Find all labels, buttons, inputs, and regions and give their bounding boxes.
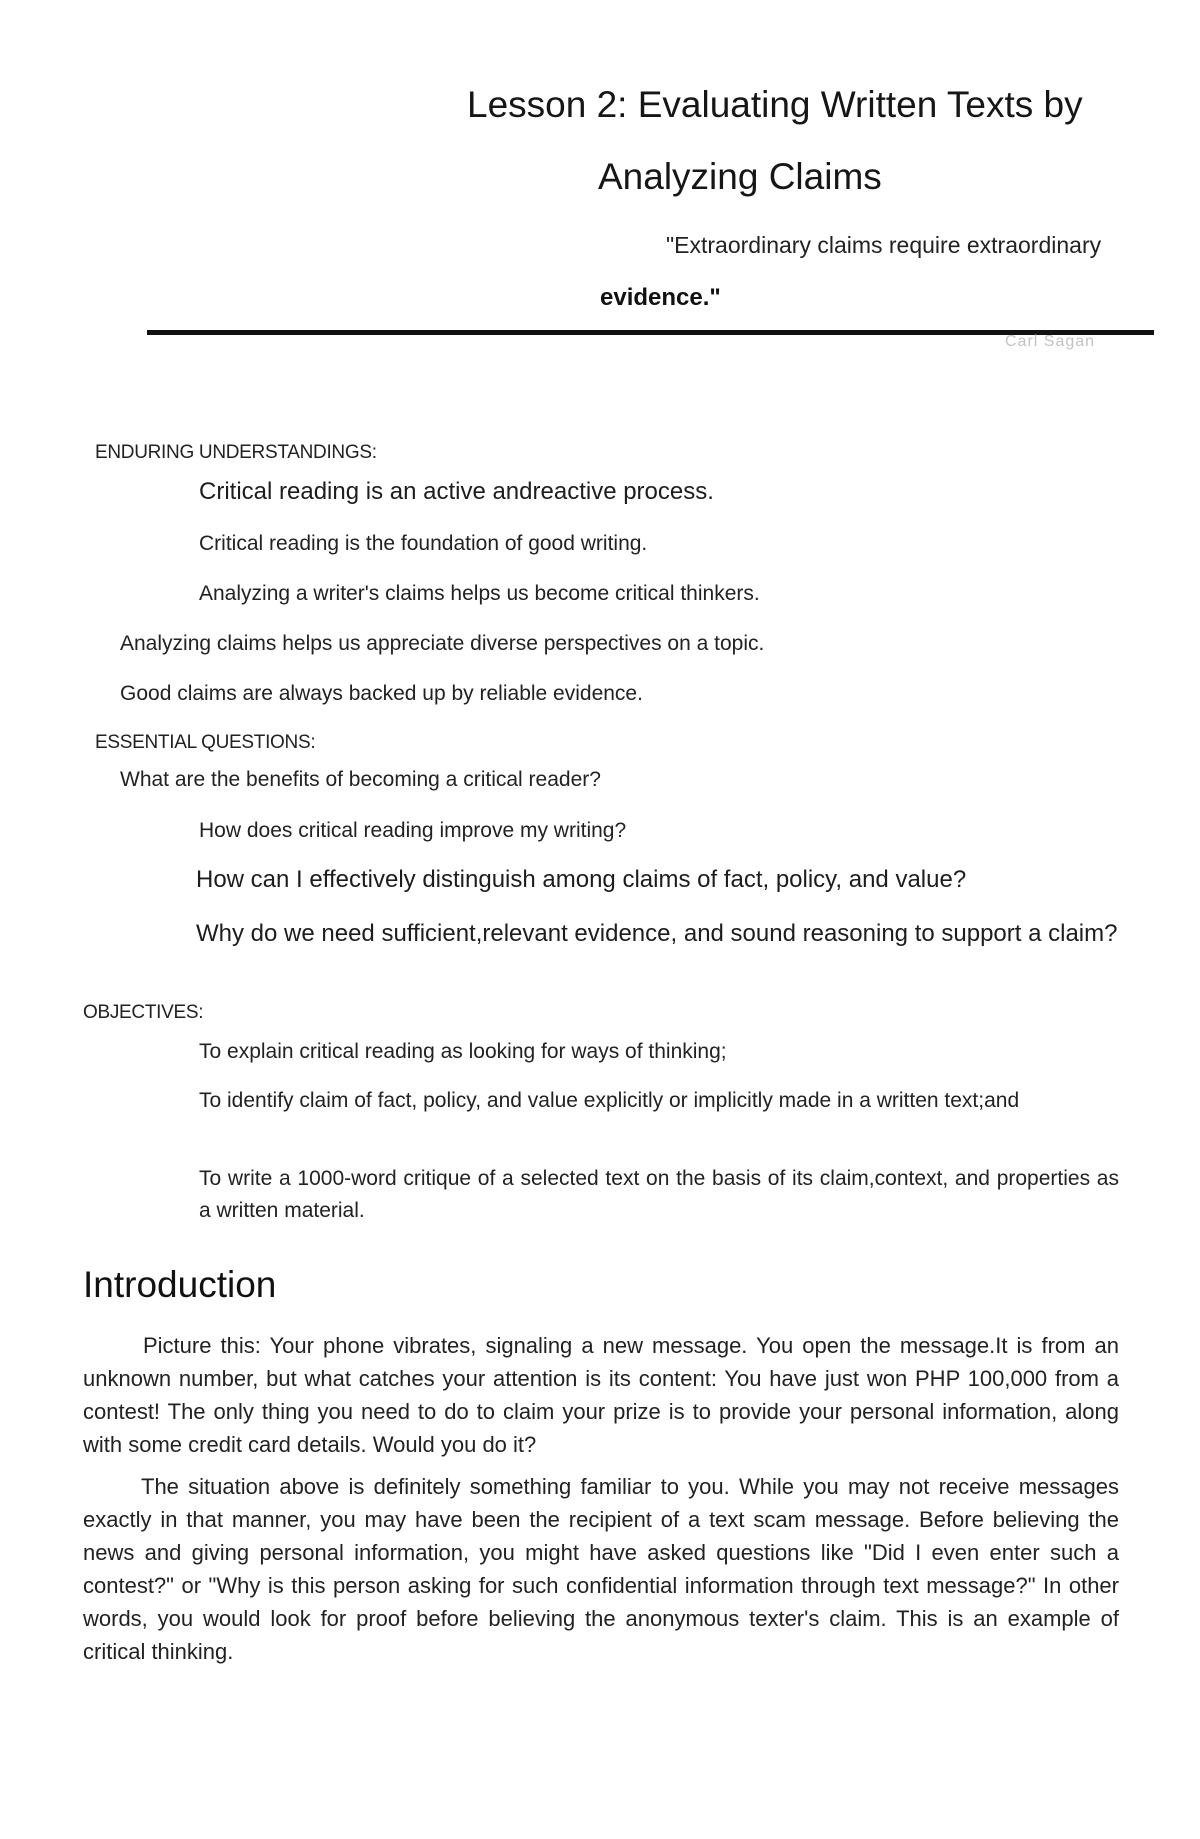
enduring-item-3: Analyzing a writer's claims helps us become critical thinkers. (199, 582, 760, 605)
header-divider (147, 330, 1154, 335)
enduring-item-5: Good claims are always backed up by reliable evidence. (120, 682, 643, 705)
enduring-item-4: Analyzing claims helps us appreciate diverse perspectives on a topic. (120, 632, 765, 655)
objective-1: To explain critical reading as looking for ways of thinking; (199, 1040, 727, 1063)
essential-question-1: What are the benefits of becoming a critical reader? (120, 768, 601, 791)
essential-question-4: Why do we need sufficient,relevant evidence, and sound reasoning to support a claim? (196, 920, 1118, 947)
essential-question-2: How does critical reading improve my writing? (199, 819, 627, 842)
lesson-title-line1: Lesson 2: Evaluating Written Texts by (467, 84, 1083, 125)
enduring-understandings-label: ENDURING UNDERSTANDINGS: (95, 442, 377, 463)
introduction-heading: Introduction (83, 1264, 277, 1305)
enduring-item-2: Critical reading is the foundation of good writing. (199, 532, 648, 555)
epigraph-line1: "Extraordinary claims require extraordinary (666, 232, 1102, 258)
epigraph-line2: evidence." (600, 284, 721, 311)
essential-questions-label: ESSENTIAL QUESTIONS: (95, 732, 316, 753)
objective-3: To write a 1000-word critique of a selected text on the basis of its claim,context, and properties as a written material. (199, 1167, 1119, 1222)
introduction-paragraph-2: The situation above is definitely something familiar to you. While you may not receive messages exactly in that manner, you may have been the recipient of a text scam message. Before believing the news and giving personal information, you might have asked questions like "Did I even enter such a contest?" or "Why is this person asking for such confidential information through text message?" In other words, you would look for proof before believing the anonymous texter's claim. This is an example of critical thinking. (83, 1474, 1119, 1664)
objective-2: To identify claim of fact, policy, and value explicitly or implicitly made in a written text;and (199, 1089, 1020, 1112)
essential-question-3: How can I effectively distinguish among claims of fact, policy, and value? (196, 866, 967, 893)
epigraph-attribution: Carl Sagan (1005, 333, 1096, 350)
introduction-paragraph-1: Picture this: Your phone vibrates, signaling a new message. You open the message.It is from an unknown number, but what catches your attention is its content: You have just won PHP 100,000 from a contest! The only thing you need to do to claim your prize is to provide your personal information, along with some credit card details. Would you do it? (83, 1333, 1119, 1457)
objectives-label: OBJECTIVES: (83, 1002, 204, 1023)
lesson-title-line2: Analyzing Claims (598, 156, 882, 197)
enduring-item-1: Critical reading is an active andreactive process. (199, 478, 714, 505)
